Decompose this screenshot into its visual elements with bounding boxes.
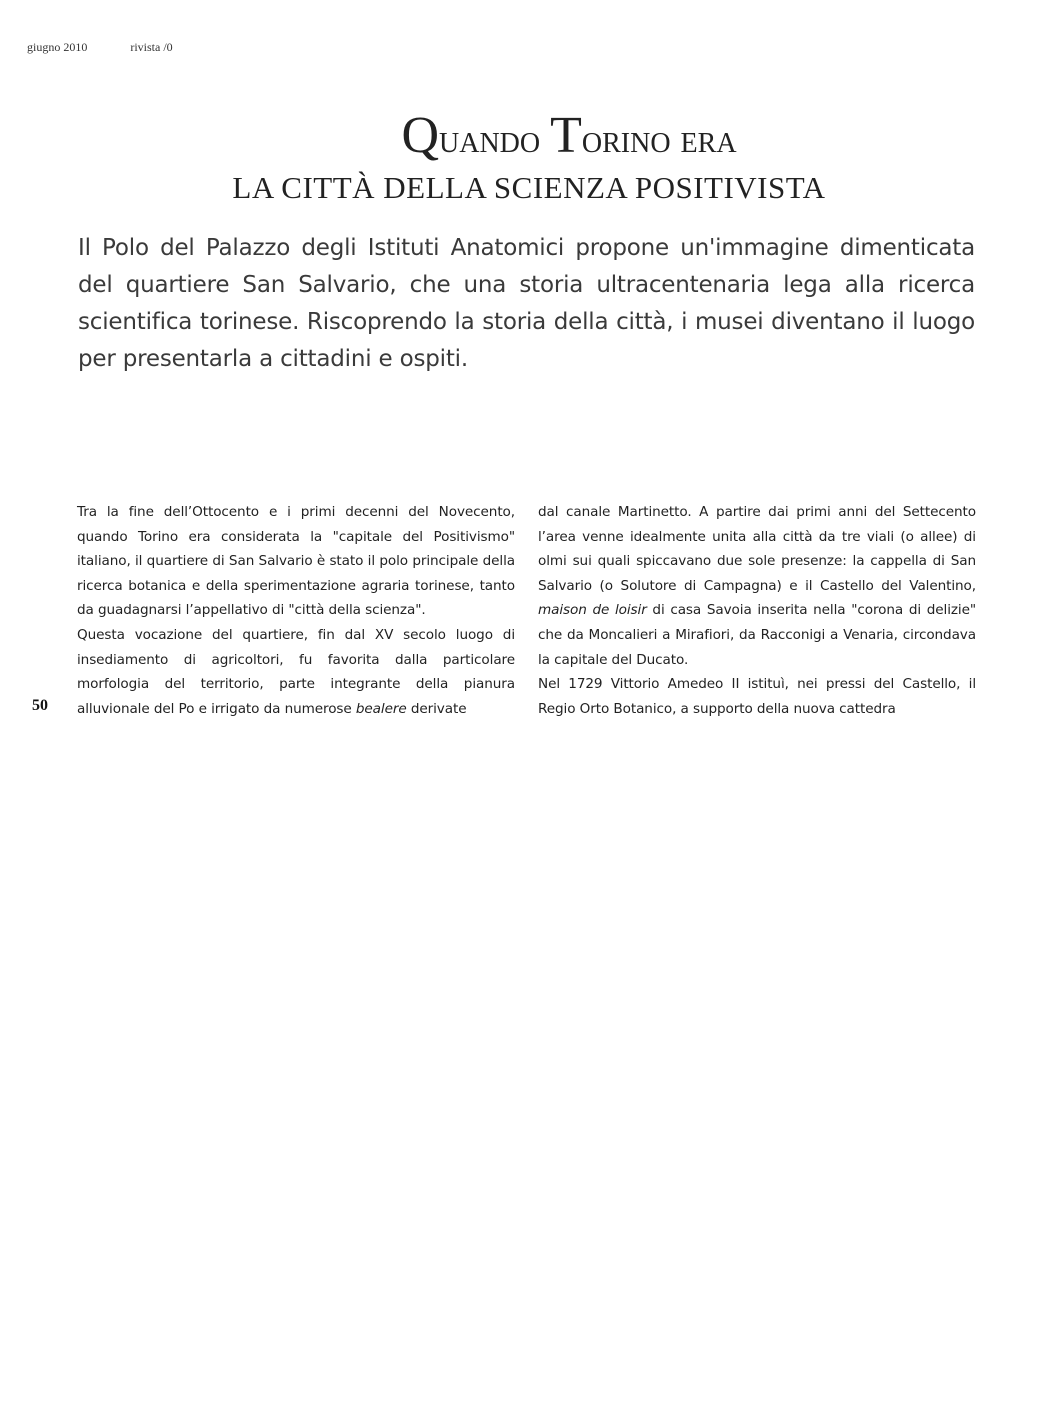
issue-date: giugno 2010 xyxy=(27,40,88,54)
text-run: dal canale Martinetto. A partire dai primi anni del Settecento l’area venne idealmente unita alla città da tre viali (o allee) di olmi sui quali spiccavano due sole presenze: la cappella di San Salvario (o Solutore di Campagna) e il Castello del Valentino, xyxy=(538,504,976,594)
text-run: Questa vocazione del quartiere, fin dal XV secolo luogo di insediamento di agricoltori, fu favorita dalla particolare morfologia del territorio, parte integrante della pianura alluvionale del Po e irrigato da numerose xyxy=(77,626,515,717)
paragraph: Tra la fine dell’Ottocento e i primi decenni del Novecento, quando Torino era considerata la "capitale del Positivismo" italiano, il quartiere di San Salvario è stato il polo principale della ricerca botanica e della sperimentazione agraria torinese, tanto da guadagnarsi l’appellativo di "città della scienza". xyxy=(77,504,515,619)
title-line-2: LA CITTÀ DELLA SCIENZA POSITIVISTA xyxy=(232,170,826,205)
header-meta xyxy=(27,40,213,55)
article-column-right xyxy=(538,500,976,721)
page-number: 50 xyxy=(32,697,48,714)
paragraph xyxy=(77,623,515,721)
paragraph: Nel 1729 Vittorio Amedeo II istituì, nei pressi del Castello, il Regio Orto Botanico, a supporto della nuova cattedra xyxy=(538,676,976,717)
italic-term: bealere xyxy=(355,700,407,717)
text-run: derivate xyxy=(406,700,467,717)
article-column-left xyxy=(77,500,515,721)
title-word-rest: orino era xyxy=(581,116,737,161)
title-initial-q: Q xyxy=(401,107,439,164)
italic-term: maison de loisir xyxy=(538,602,647,619)
title-initial-t: T xyxy=(550,107,582,164)
issue-number: rivista /0 xyxy=(130,40,173,54)
article-lead: Il Polo del Palazzo degli Istituti Anatomici propone un'immagine dimenticata del quartiere San Salvario, che una storia ultracentenaria lega alla ricerca scientifica torinese. Riscoprendo la storia della città, i musei diventano il luogo per presentarla a cittadini e ospiti. xyxy=(78,235,975,372)
title-line-1 xyxy=(100,108,1038,167)
text-run: di casa Savoia inserita nella "corona di delizie" che da Moncalieri a Mirafiori, da Racconigi a Venaria, circondava la capitale del Ducato. xyxy=(538,602,977,668)
paragraph xyxy=(538,500,976,672)
article-title xyxy=(0,108,1038,209)
title-word-uando: uando xyxy=(439,116,551,161)
